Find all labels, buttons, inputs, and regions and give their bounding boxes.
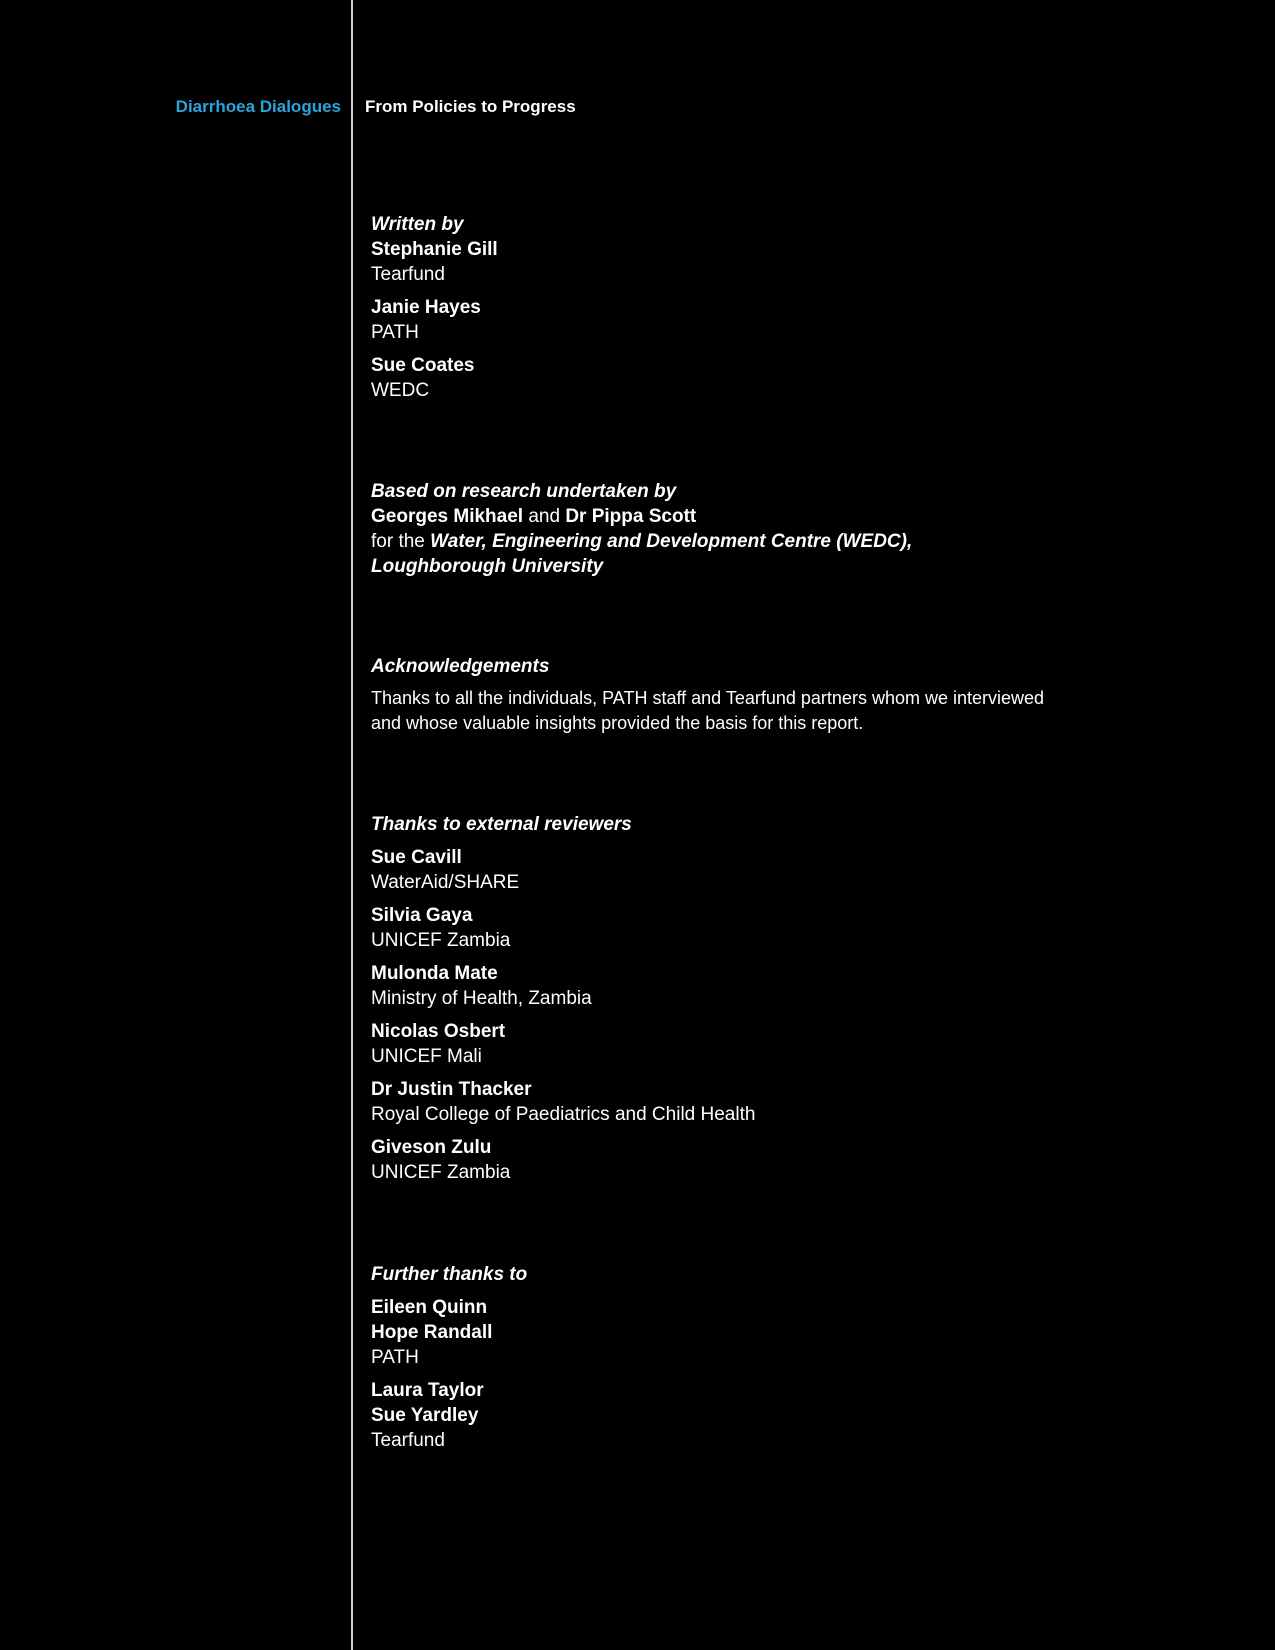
reviewer-entry	[371, 1077, 1071, 1127]
further-thanks-section	[371, 1262, 1071, 1453]
reviewer-org: UNICEF Mali	[371, 1046, 482, 1067]
thanks-name: Eileen Quinn	[371, 1297, 488, 1318]
reviewer-org: UNICEF Zambia	[371, 1162, 511, 1183]
thanks-group	[371, 1378, 1071, 1453]
thanks-org: PATH	[371, 1347, 419, 1368]
thanks-org: Tearfund	[371, 1430, 445, 1451]
acknowledgements-line: Thanks to all the individuals, PATH staff and Tearfund partners whom we interviewed	[371, 688, 1045, 708]
reviewer-name: Mulonda Mate	[371, 963, 498, 984]
reviewers-section	[371, 812, 1071, 1185]
thanks-name: Laura Taylor	[371, 1380, 484, 1401]
for-the-text: for the	[371, 531, 425, 552]
author-entry	[371, 237, 1071, 287]
reviewer-name: Sue Cavill	[371, 847, 462, 868]
reviewer-org: WaterAid/SHARE	[371, 872, 520, 893]
reviewer-entry	[371, 903, 1071, 953]
reviewer-name: Silvia Gaya	[371, 905, 473, 926]
author-entry	[371, 295, 1071, 345]
reviewer-name: Nicolas Osbert	[371, 1021, 506, 1042]
institution-line	[371, 529, 1071, 554]
thanks-name: Hope Randall	[371, 1322, 493, 1343]
author-org: WEDC	[371, 380, 430, 401]
research-section	[371, 479, 1071, 579]
author-name: Stephanie Gill	[371, 239, 498, 260]
written-by-heading: Written by	[371, 214, 464, 235]
section-subtitle: From Policies to Progress	[365, 97, 576, 116]
acknowledgements-text	[371, 686, 1071, 736]
author-entry	[371, 353, 1071, 403]
reviewer-org: Ministry of Health, Zambia	[371, 988, 592, 1009]
reviewer-entry	[371, 961, 1071, 1011]
vertical-divider	[351, 0, 353, 1650]
author-name: Janie Hayes	[371, 297, 481, 318]
acknowledgements-line: and whose valuable insights provided the basis for this report.	[371, 713, 864, 733]
author-org: Tearfund	[371, 264, 445, 285]
reviewer-entry	[371, 1135, 1071, 1185]
conjunction: and	[528, 506, 561, 527]
researcher-name: Georges Mikhael	[371, 506, 524, 527]
reviewer-org: Royal College of Paediatrics and Child Health	[371, 1104, 756, 1125]
acknowledgements-section	[371, 654, 1071, 736]
author-name: Sue Coates	[371, 355, 475, 376]
publication-title: Diarrhoea Dialogues	[175, 97, 341, 116]
reviewer-name: Dr Justin Thacker	[371, 1079, 532, 1100]
researchers-line	[371, 504, 1071, 529]
written-by-section	[371, 212, 1071, 403]
reviewer-name: Giveson Zulu	[371, 1137, 492, 1158]
thanks-group	[371, 1295, 1071, 1370]
reviewer-org: UNICEF Zambia	[371, 930, 511, 951]
acknowledgements-heading: Acknowledgements	[371, 656, 550, 677]
researcher-name: Dr Pippa Scott	[565, 506, 697, 527]
thanks-name: Sue Yardley	[371, 1405, 479, 1426]
institution-name: Water, Engineering and Development Centre (WEDC),	[430, 531, 913, 552]
author-org: PATH	[371, 322, 419, 343]
research-heading: Based on research undertaken by	[371, 481, 677, 502]
reviewer-entry	[371, 845, 1071, 895]
reviewers-heading: Thanks to external reviewers	[371, 814, 632, 835]
further-thanks-heading: Further thanks to	[371, 1264, 528, 1285]
reviewer-entry	[371, 1019, 1071, 1069]
institution-university: Loughborough University	[371, 556, 604, 577]
